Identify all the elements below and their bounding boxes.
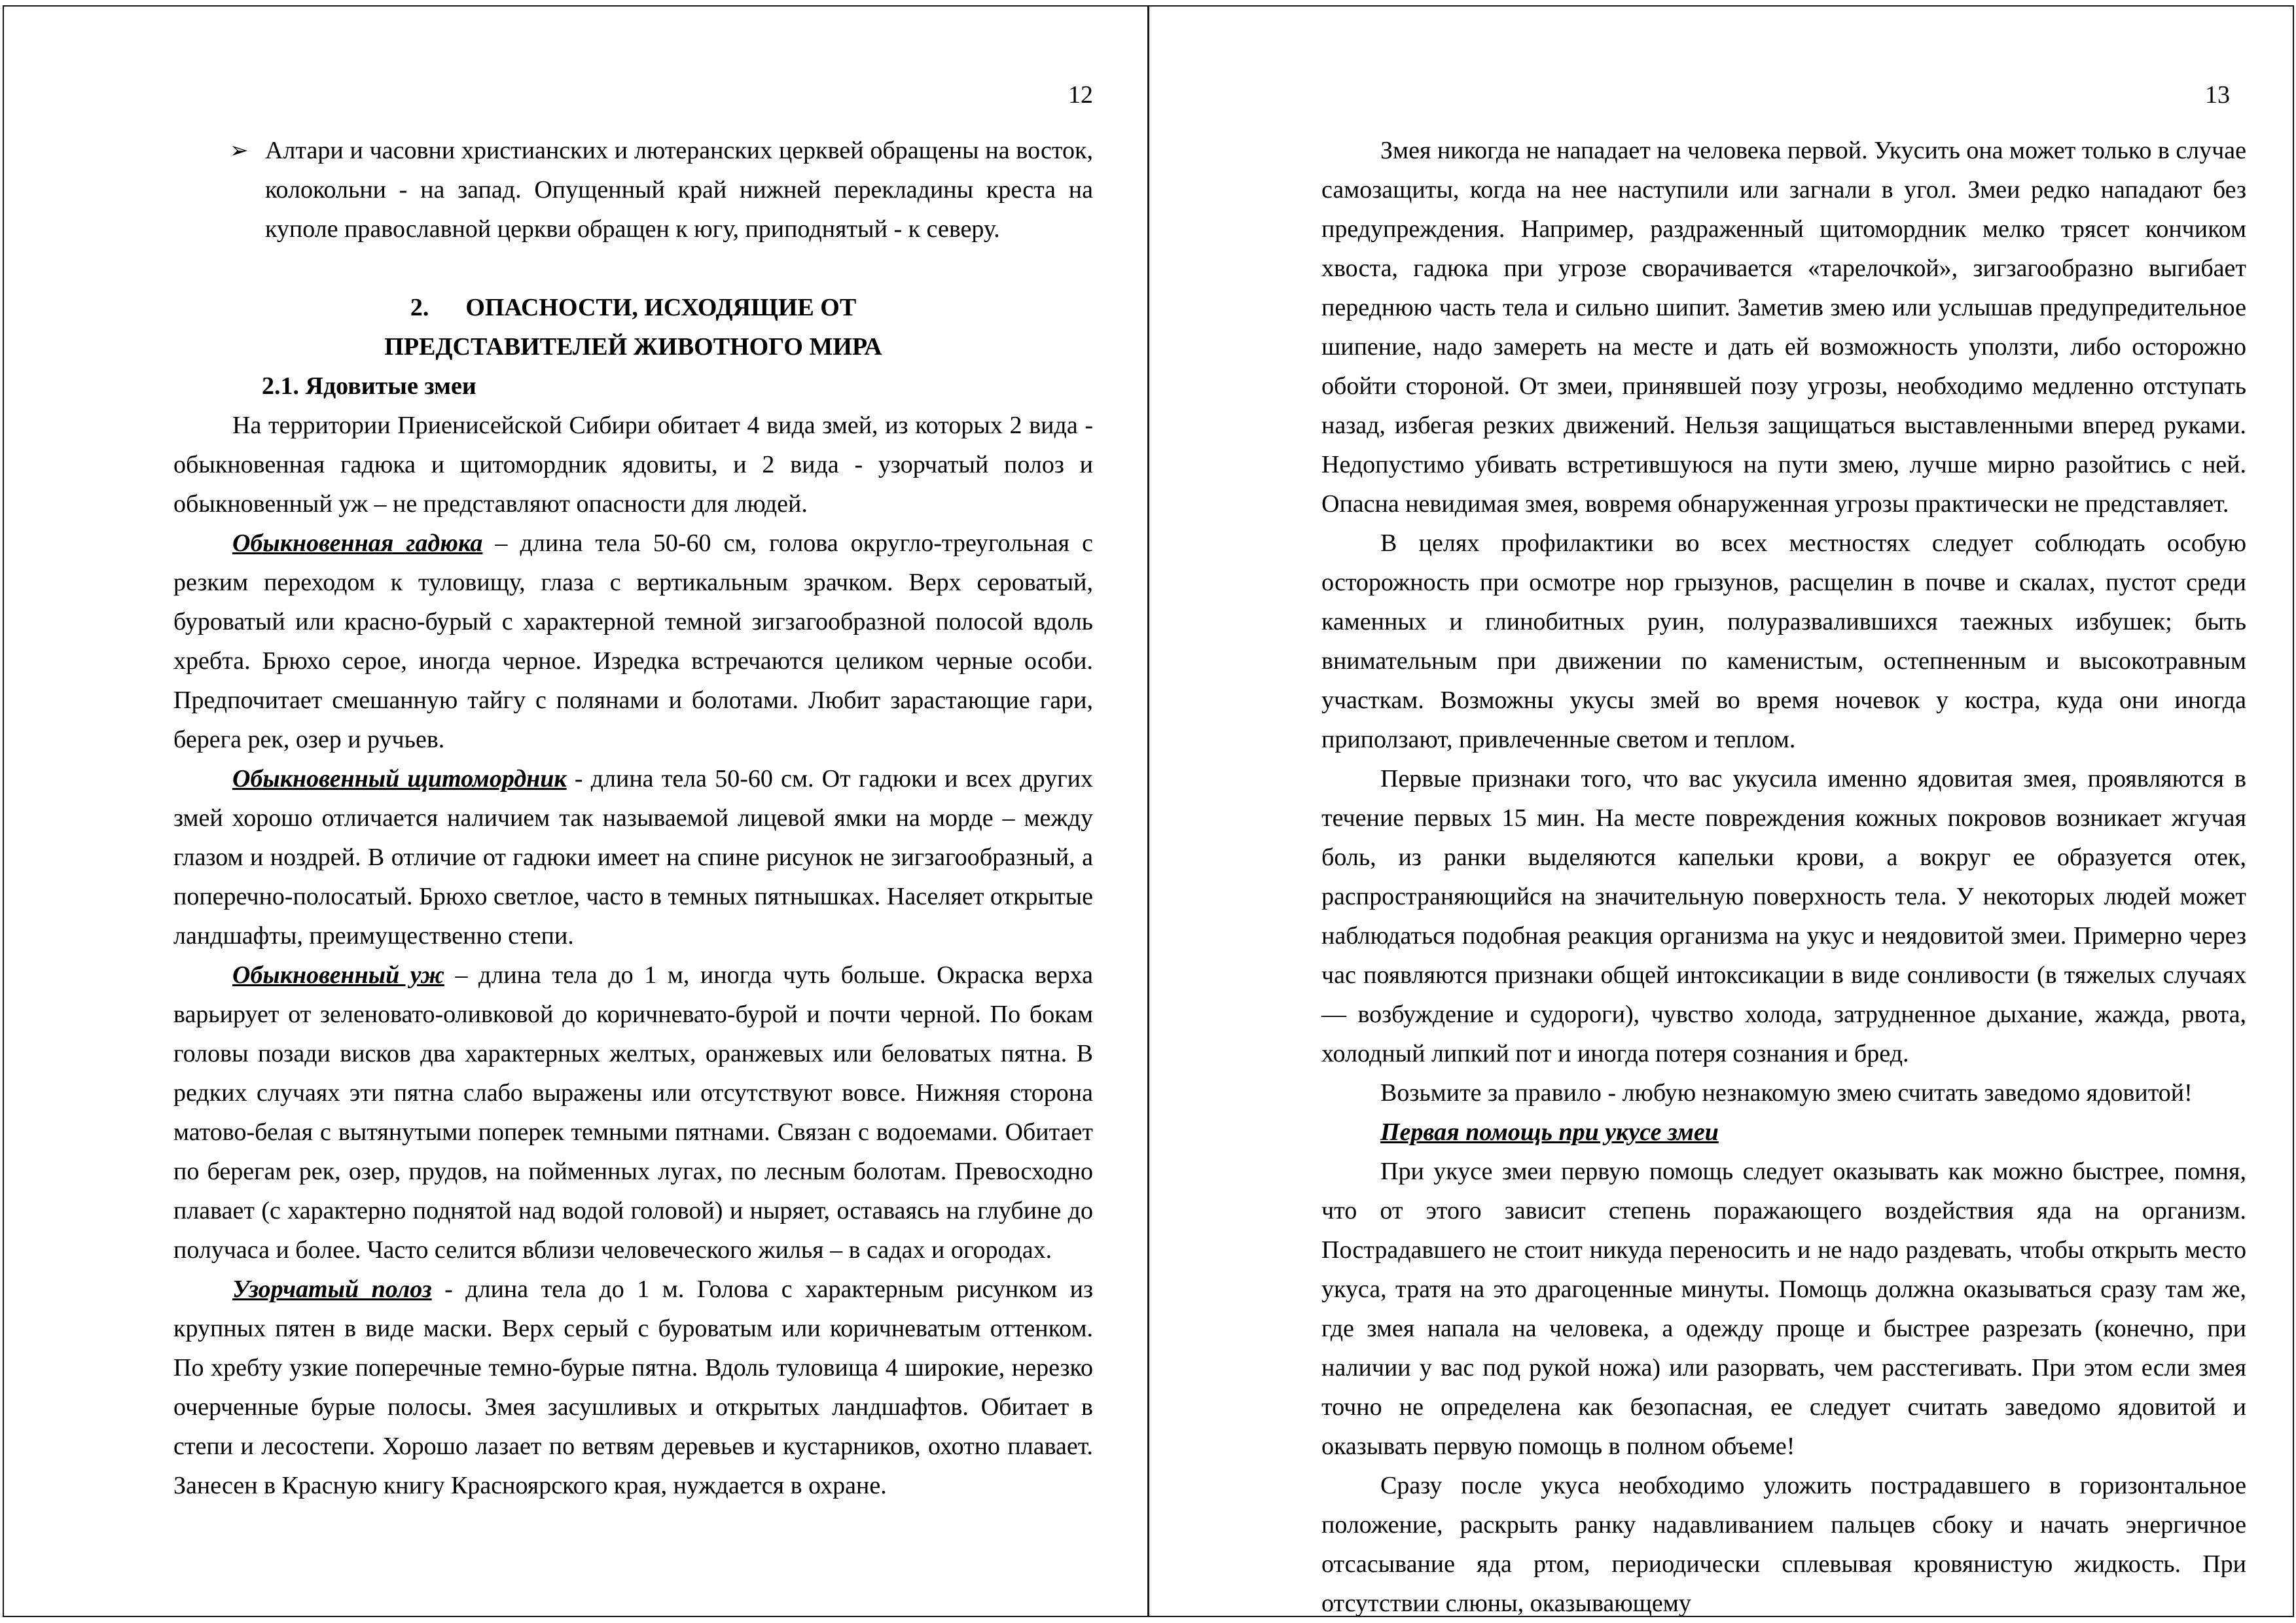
species-text-grass-snake: – длина тела до 1 м, иногда чуть больше. Окраска верха варьирует от зеленовато-оливковой до коричневато-бурой и почти черной. По бокам головы позади висков два характерных желтых, оранжевых или беловатых пятна. В редких случаях эти пятна слабо выражены или отсутствуют вовсе. Нижняя сторона матово-белая с вытянутыми поперек темными пятнами. Связан с водоемами. Обитает по берегам рек, озер, прудов, на пойменных лугах, по лесным болотам. Превосходно плавает (с характерно поднятой над водой головой) и ныряет, оставаясь на глубине до получаса и более. Часто селится вблизи человеческого жилья – в садах и огородах. [173,961,1093,1264]
chapter-heading [173,288,1093,366]
chapter-heading-line-1 [173,288,1093,327]
species-term-viper: Обыкновенная гадюка [232,529,483,557]
paragraph-rule: Возьмите за правило - любую незнакомую змею считать заведомо ядовитой! [1380,1079,2193,1107]
bullet-text: Алтари и часовни христианских и лютеранских церквей обращены на восток, колокольни - на запад. Опущенный край нижней перекладины креста на куполе православной церкви обращен к югу, приподнятый - к северу. [265,137,1093,243]
bullet-item [173,131,1093,249]
paragraph-bite-symptoms: Первые признаки того, что вас укусила именно ядовитая змея, проявляются в течение первых 15 мин. На месте повреждения кожных покровов возникает жгучая боль, из ранки выделяются капельки крови, а вокруг ее образуется отек, распространяющийся на значительную поверхность тела. У некоторых людей может наблюдаться подобная реакция организма на укус и неядовитой змеи. Примерно через час появляются признаки общей интоксикации в виде сонливости (в тяжелых случаях — возбуждение и судороги), чувство холода, затрудненное дыхание, жажда, рвота, холодный липкий пот и иногда потеря сознания и бред. [1321,765,2246,1067]
first-aid-heading-text: Первая помощь при укусе змеи [1380,1118,1719,1146]
page-number-13: 13 [2205,81,2230,109]
species-paragraph-viper [173,524,1093,759]
chapter-number: 2. [410,294,429,321]
page-12 [4,7,1149,1616]
species-term-grass-snake: Обыкновенный уж [232,961,444,989]
arrow-bullet-icon: ➢ [230,139,249,163]
species-term-rat-snake: Узорчатый полоз [232,1275,432,1303]
species-text-rat-snake: - длина тела до 1 м. Голова с характерным рисунком из крупных пятен в виде маски. Верх серый с буроватым или коричневатым оттенком. По хребту узкие поперечные темно-бурые пятна. Вдоль туловища 4 широкие, нерезко очерченные бурые полосы. Змея засушливых и открытых ландшафтов. Обитает в степи и лесостепи. Хорошо лазает по ветвям деревьев и кустарников, охотно плавает. Занесен в Красную книгу Красноярского края, нуждается в охране. [173,1275,1093,1499]
species-text-viper: – длина тела 50-60 см, голова округло-треугольная с резким переходом к туловищу, глаза с вертикальным зрачком. Верх сероватый, буроватый или красно-бурый с характерной темной зигзагообразной полосой вдоль хребта. Брюхо серое, иногда черное. Изредка встречаются целиком черные особи. Предпочитает смешанную тайгу с полянами и болотами. Любит зарастающие гари, берега рек, озер и ручьев. [173,529,1093,753]
species-paragraph-rat-snake [173,1270,1093,1505]
page-13 [1149,7,2293,1616]
chapter-title-part-1: ОПАСНОСТИ, ИСХОДЯЩИЕ ОТ [465,294,857,321]
intro-paragraph: На территории Приенисейской Сибири обитает 4 вида змей, из которых 2 вида - обыкновенная гадюка и щитомордник ядовиты, и 2 вида - узорчатый полоз и обыкновенный уж – не представляют опасности для людей. [173,412,1093,518]
species-paragraph-grass-snake [173,955,1093,1270]
paragraph-snake-behavior: Змея никогда не нападает на человека первой. Укусить она может только в случае самозащиты, когда на нее наступили или загнали в угол. Змеи редко нападают без предупреждения. Например, раздраженный щитомордник мелко трясет кончиком хвоста, гадюка при угрозе сворачивается «тарелочкой», зигзагообразно выгибает переднюю часть тела и сильно шипит. Заметив змею или услышав предупредительное шипение, надо замереть на месте и дать ей возможность уползти, либо осторожно обойти стороной. От змеи, принявшей позу угрозы, необходимо медленно отступать назад, избегая резких движений. Нельзя защищаться выставленными вперед руками. Недопустимо убивать встретившуюся на пути змею, лучше мирно разойтись с ней. Опасна невидимая змея, вовремя обнаруженная угрозы практически не представляет. [1321,137,2246,518]
first-aid-heading [1321,1113,2246,1152]
species-text-shitomordnik: - длина тела 50-60 см. От гадюки и всех других змей хорошо отличается наличием так называемой лицевой ямки на морде – между глазом и ноздрей. В отличие от гадюки имеет на спине рисунок не зигзагообразный, а поперечно-полосатый. Брюхо светлое, часто в темных пятнышках. Населяет открытые ландшафты, преимущественно степи. [173,765,1093,950]
paragraph-after-bite: Сразу после укуса необходимо уложить пострадавшего в горизонтальное положение, раскрыть ранку надавливанием пальцев сбоку и начать энергичное отсасывание яда ртом, периодически сплевывая кровянистую жидкость. При отсутствии слюны, оказывающему [1321,1472,2246,1617]
page-number-12: 12 [1068,81,1093,109]
paragraph-prevention: В целях профилактики во всех местностях следует соблюдать особую осторожность при осмотре нор грызунов, расщелин в почве и скалах, пустот среди каменных и глинобитных руин, полуразвалившихся таежных избушек; быть внимательным при движении по каменистым, остепненным и высокотравным участкам. Возможны укусы змей во время ночевок у костра, куда они иногда приползают, привлеченные светом и теплом. [1321,529,2246,753]
section-subheading: 2.1. Ядовитые змеи [262,372,476,400]
species-paragraph-shitomordnik [173,759,1093,955]
chapter-title-part-2: ПРЕДСТАВИТЕЛЕЙ ЖИВОТНОГО МИРА [384,333,882,361]
paragraph-first-aid: При укусе змеи первую помощь следует оказывать как можно быстрее, помня, что от этого зависит степень поражающего воздействия яда на организм. Пострадавшего не стоит никуда переносить и не надо раздевать, чтобы открыть место укуса, тратя на это драгоценные минуты. Помощь должна оказываться сразу там же, где змея напала на человека, а одежду проще и быстрее разрезать (конечно, при наличии у вас под рукой ножа) или разорвать, чем расстегивать. При этом если змея точно не определена как безопасная, ее следует считать заведомо ядовитой и оказывать первую помощь в полном объеме! [1321,1158,2246,1460]
document-spread [3,5,2294,1617]
species-term-shitomordnik: Обыкновенный щитомордник [232,765,567,793]
